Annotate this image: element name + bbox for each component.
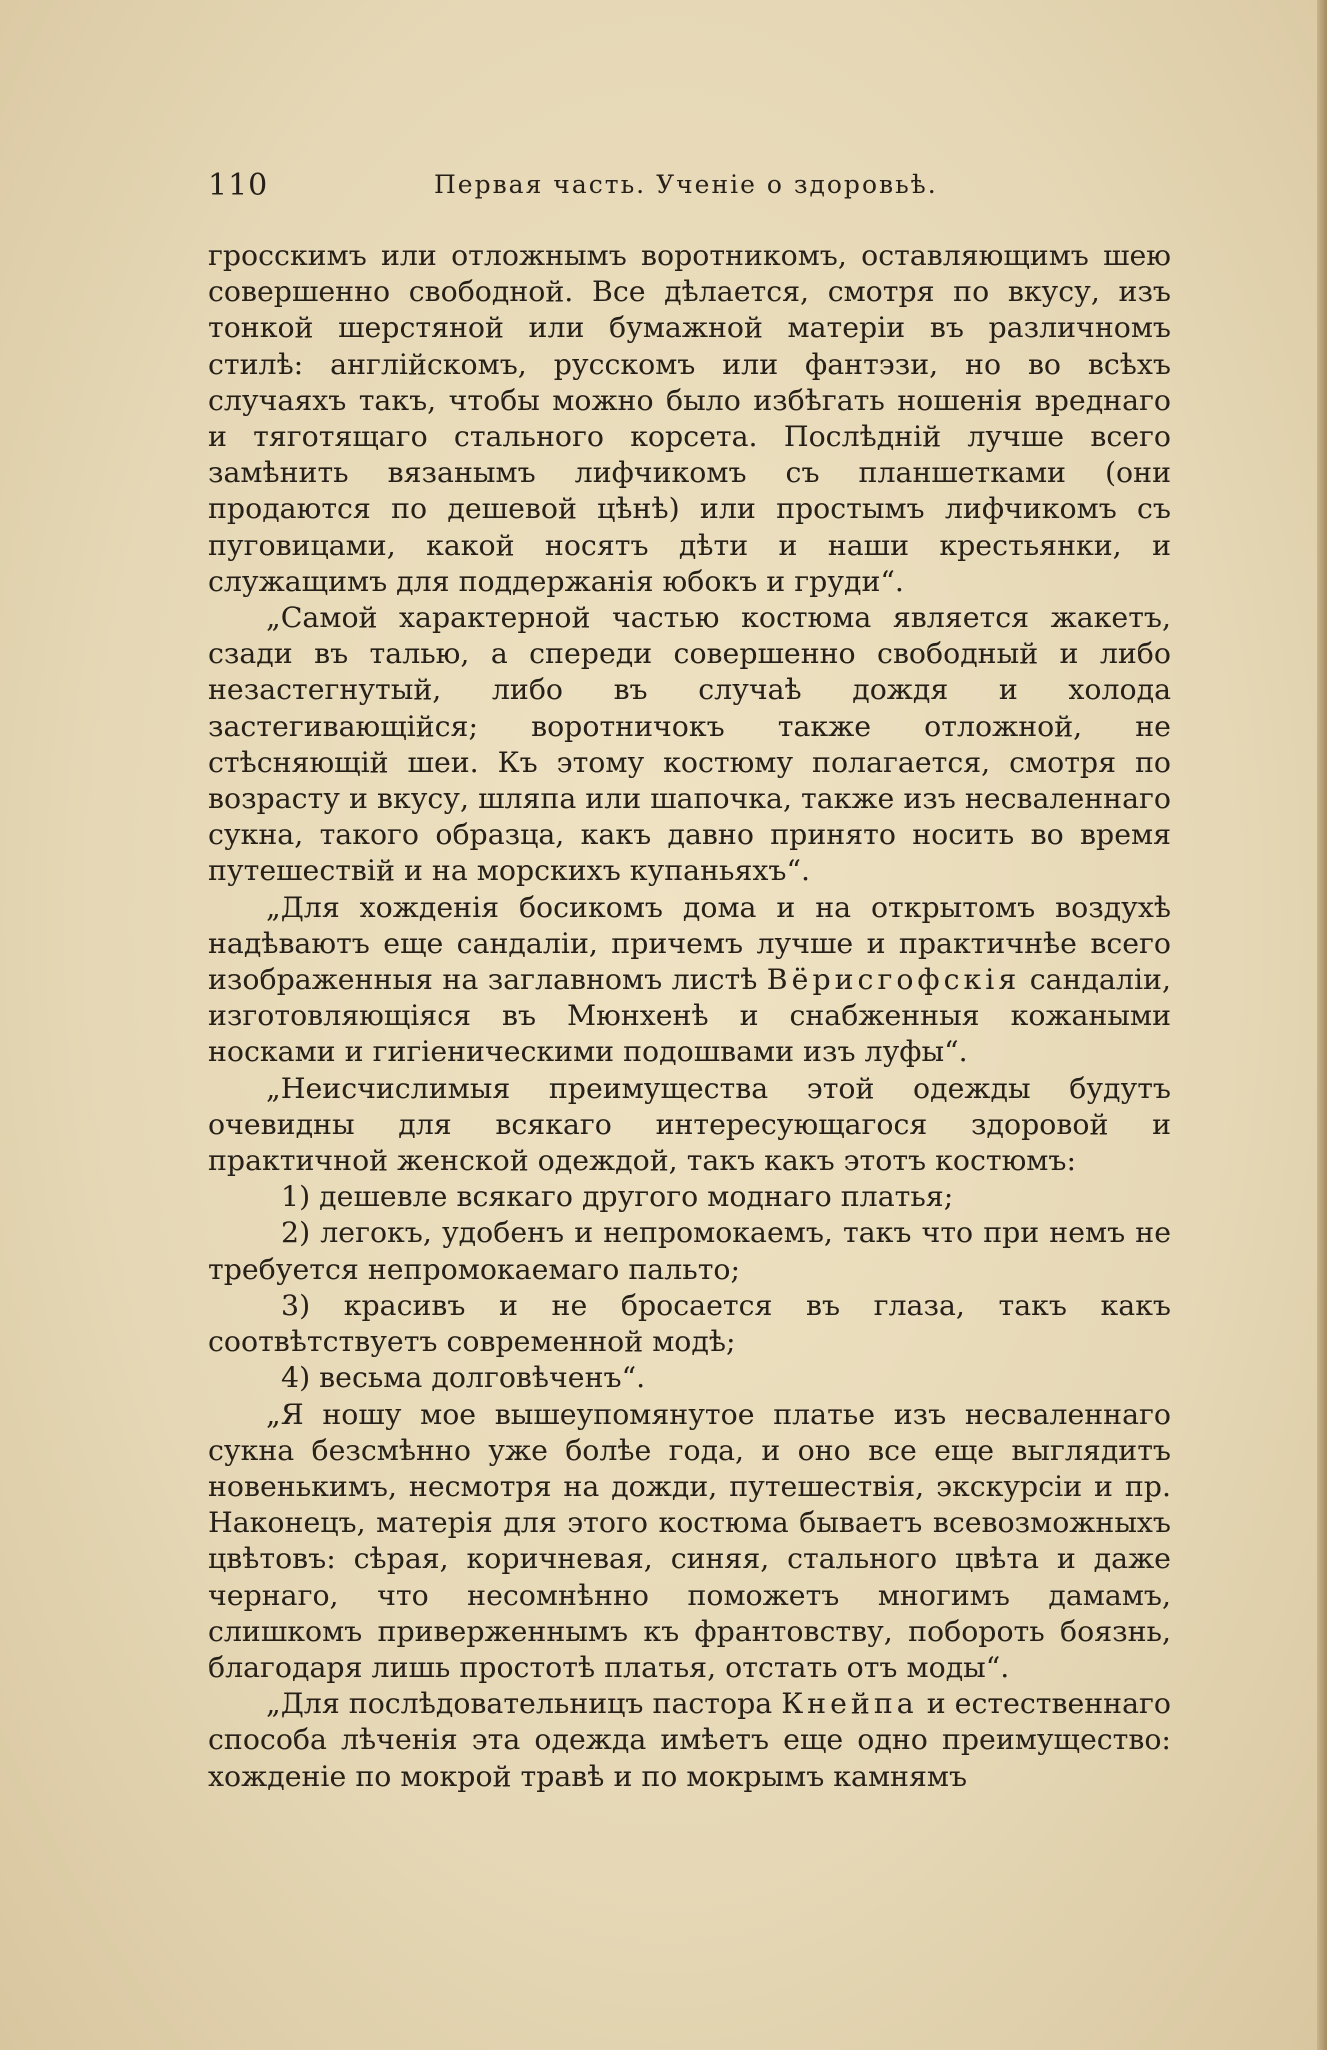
list-item-3: 3) красивъ и не бросается въ глаза, такъ какъ соотвѣтствуетъ современной модѣ; <box>208 1288 1171 1359</box>
paragraph-sandals <box>208 890 1171 1071</box>
page-header <box>208 168 1178 208</box>
paragraph-wearing: „Я ношу мое вышеупомянутое платье изъ несваленнаго сукна безсмѣнно уже болѣе года, и оно все еще выглядитъ новенькимъ, несмотря на дожди, путешествія, экскурсіи и пр. Наконецъ, матерія для этого костюма бываетъ всевозможныхъ цвѣтовъ: сѣрая, коричневая, синяя, стального цвѣта и даже чернаго, что несомнѣнно поможетъ многимъ дамамъ, слишкомъ приверженнымъ къ франтовству, побороть боязнь, благодаря лишь простотѣ платья, отстать отъ моды“. <box>208 1397 1171 1684</box>
kneipp-text-after: и естественнаго способа лѣченія эта одежда имѣетъ еще одно преимущество: хожденіе по мокрой травѣ и по мокрымъ камнямъ <box>208 1687 1171 1793</box>
list-item-4: 4) весьма долговѣченъ“. <box>281 1361 646 1395</box>
kneipp-text-before: „Для послѣдовательницъ пастора <box>266 1687 782 1721</box>
kneipp-name: Кнейпа <box>781 1687 918 1721</box>
sandals-text-after: сандаліи, изготовляющіяся въ Мюнхенѣ и снабженныя кожаными носками и гигіеническими подошвами изъ луфы“. <box>208 963 1171 1069</box>
paragraph-jacket: „Самой характерной частью костюма является жакетъ, сзади въ талью, а спереди совершенно свободный и либо незастегнутый, либо въ случаѣ дождя и холода застегивающійся; воротничокъ также отложной, не стѣсняющій шеи. Къ этому костюму полагается, смотря по возрасту и вкусу, шляпа или шапочка, также изъ несваленнаго сукна, такого образца, какъ давно принято носить во время путешествій и на морскихъ купаньяхъ“. <box>208 601 1171 888</box>
running-title: Первая часть. Ученіе о здоровьѣ. <box>434 170 938 199</box>
list-item-2: 2) легокъ, удобенъ и непромокаемъ, такъ что при немъ не требуется непромокаемаго пальто; <box>208 1216 1171 1286</box>
list-item-1: 1) дешевле всякаго другого моднаго платья; <box>281 1180 954 1214</box>
paragraph-continuation: гросскимъ или отложнымъ воротникомъ, оставляющимъ шею совершенно свободной. Все дѣлается, смотря по вкусу, изъ тонкой шерстяной или бумажной матеріи въ различномъ стилѣ: англійскомъ, русскомъ или фантэзи, но во всѣхъ случаяхъ такъ, чтобы можно было избѣгать ношенія вреднаго и тяготящаго стального корсета. Послѣдній лучше всего замѣнить вязанымъ лифчикомъ съ планшетками (они продаются по дешевой цѣнѣ) или простымъ лифчикомъ съ пуговицами, какой носятъ дѣти и наши крестьянки, и служащимъ для поддержанія юбокъ и груди“. <box>208 239 1171 598</box>
body-text <box>208 238 1171 1795</box>
sandals-name: Вёрисгофскія <box>766 963 1021 997</box>
page-edge <box>1317 0 1327 2050</box>
sandals-text-before: „Для хожденія босикомъ дома и на открытомъ воздухѣ надѣваютъ еще сандаліи, причемъ лучше и практичнѣе всего изображенныя на заглавномъ листѣ <box>208 890 1171 997</box>
paragraph-advantages: „Неисчислимыя преимущества этой одежды будутъ очевидны для всякаго интересующагося здоровой и практичной женской одеждой, такъ какъ этотъ костюмъ: <box>208 1071 1171 1178</box>
paragraph-kneipp <box>208 1686 1171 1795</box>
page-number: 110 <box>208 168 269 203</box>
